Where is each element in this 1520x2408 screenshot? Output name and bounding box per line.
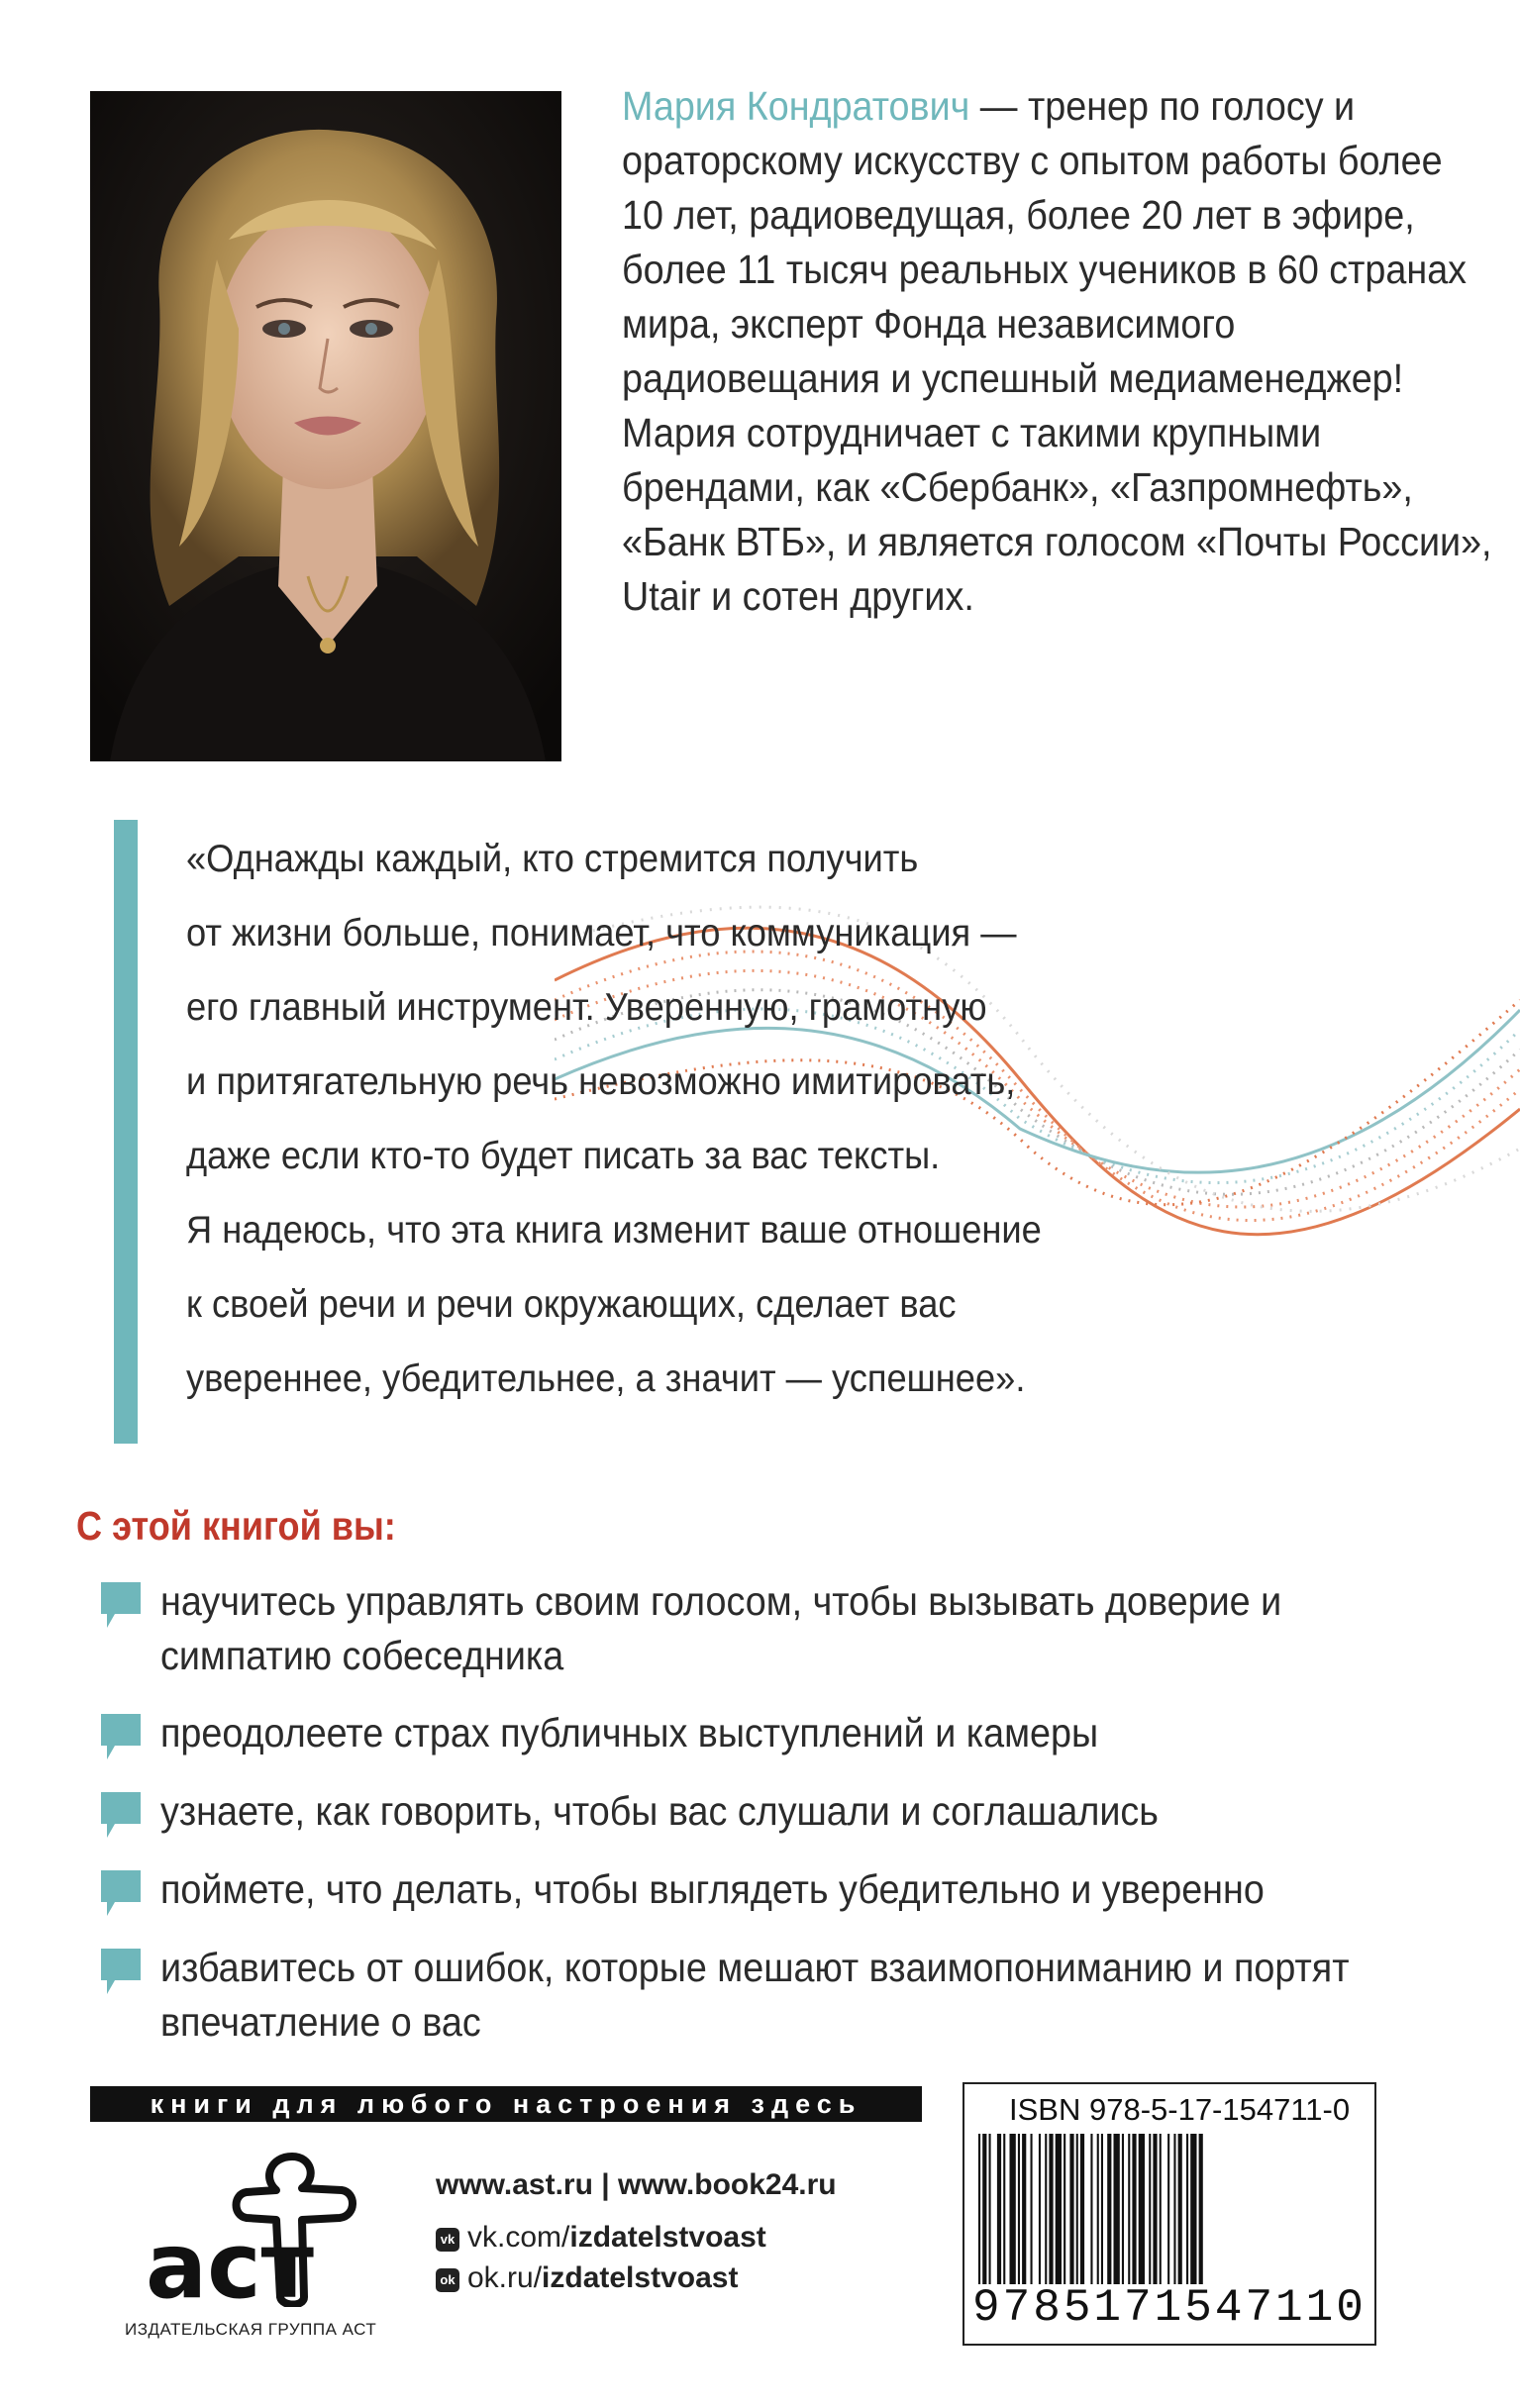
barcode-bar [1160, 2134, 1162, 2284]
barcode-bar [1064, 2134, 1065, 2284]
quote-line: даже если кто-то будет писать за вас тексты. [186, 1135, 941, 1177]
barcode-block [963, 2082, 1376, 2346]
isbn-text: ISBN 978-5-17-154711-0 [1009, 2092, 1351, 2127]
barcode-bar [1022, 2134, 1026, 2284]
barcode-bar [1090, 2134, 1092, 2284]
barcode-bar [1101, 2134, 1103, 2284]
barcode-bar [997, 2134, 1001, 2284]
author-bio [622, 79, 1493, 624]
ok-handle: izdatelstvoast [542, 2261, 739, 2294]
barcode-bar [1149, 2134, 1151, 2284]
quote-line: увереннее, убедительнее, а значит — успешнее». [186, 1357, 1026, 1400]
barcode-bar [1069, 2134, 1073, 2284]
website-links [436, 2168, 837, 2202]
vk-handle: izdatelstvoast [569, 2221, 766, 2254]
barcode-bar [1128, 2134, 1130, 2284]
quote-accent-bar [114, 820, 138, 1444]
quote-line: от жизни больше, понимает, что коммуникация — [186, 912, 1017, 954]
barcode-bar [1186, 2134, 1188, 2284]
barcode-bar [1114, 2134, 1120, 2284]
barcode-bar [1132, 2134, 1136, 2284]
barcode-bar [982, 2134, 986, 2284]
barcode-bar [1018, 2134, 1020, 2284]
website-link-book24[interactable]: www.book24.ru [618, 2168, 837, 2201]
benefit-text: преодолеете страх публичных выступлений и камеры [160, 1710, 1099, 1756]
barcode-digits: 9785171547110 [972, 2282, 1367, 2334]
ok-link[interactable] [436, 2261, 738, 2295]
ok-icon: ok [436, 2268, 459, 2292]
barcode-bar [1049, 2134, 1053, 2284]
quote-line: его главный инструмент. Уверенную, грамотную [186, 986, 987, 1029]
speech-bubble-icon [101, 1582, 141, 1628]
quote-line: к своей речи и речи окружающих, сделает вас [186, 1283, 957, 1326]
barcode-bar [1178, 2134, 1182, 2284]
barcode-bar [1039, 2134, 1041, 2284]
barcode-bar [1056, 2134, 1062, 2284]
barcode-bar [1107, 2134, 1111, 2284]
logo-text: аст [146, 2213, 314, 2307]
quote-line: Я надеюсь, что эта книга изменит ваше отношение [186, 1209, 1042, 1252]
speech-bubble-icon [101, 1714, 141, 1759]
barcode-bar [1080, 2134, 1084, 2284]
barcode-bar [1010, 2134, 1016, 2284]
author-name: Мария Кондратович [622, 83, 970, 129]
barcode-bar [978, 2134, 980, 2284]
author-quote [186, 822, 1176, 1416]
speech-bubble-icon [101, 1949, 141, 1994]
barcode-bar [1003, 2134, 1005, 2284]
ast-logo [144, 2149, 361, 2307]
barcode-bar [1190, 2134, 1196, 2284]
author-portrait [90, 91, 561, 761]
barcode-bar [1122, 2134, 1124, 2284]
quote-line: и притягательную речь невозможно имитировать, [186, 1060, 1016, 1103]
benefits-heading: С этой книгой вы: [76, 1503, 396, 1549]
barcode-bar [1173, 2134, 1175, 2284]
barcode-bars [978, 2134, 1361, 2284]
barcode-bar [1045, 2134, 1047, 2284]
barcode-bar [1076, 2134, 1078, 2284]
benefit-text: поймете, что делать, чтобы выглядеть убедительно и уверенно [160, 1866, 1265, 1912]
vk-icon: vk [436, 2228, 459, 2252]
publisher-name: ИЗДАТЕЛЬСКАЯ ГРУППА АСТ [125, 2320, 377, 2339]
slogan-bar: книги для любого настроения здесь [90, 2086, 922, 2122]
barcode-bar [1199, 2134, 1203, 2284]
barcode-bar [1167, 2134, 1169, 2284]
link-separator: | [601, 2168, 610, 2201]
speech-bubble-icon [101, 1792, 141, 1838]
benefit-text: научитесь управлять своим голосом, чтобы вызывать доверие и симпатию собеседника [160, 1578, 1282, 1678]
vk-link[interactable] [436, 2221, 766, 2255]
vk-prefix: vk.com/ [467, 2221, 570, 2254]
website-link-ast[interactable]: www.ast.ru [436, 2168, 593, 2201]
speech-bubble-icon [101, 1870, 141, 1916]
barcode-bar [1097, 2134, 1099, 2284]
benefit-text: избавитесь от ошибок, которые мешают взаимопониманию и портят впечатление о вас [160, 1945, 1350, 2045]
benefit-text: узнаете, как говорить, чтобы вас слушали и соглашались [160, 1788, 1159, 1834]
barcode-bar [1031, 2134, 1033, 2284]
barcode-bar [1139, 2134, 1145, 2284]
barcode-bar [1153, 2134, 1157, 2284]
author-bio-text: — тренер по голосу и ораторскому искусству с опытом работы более 10 лет, радиоведущая, более 20 лет в эфире, более 11 тысяч реальных учеников в 60 странах мира, эксперт Фонда независимого радиовещания и успешный медиаменеджер! Мария сотрудничает с такими крупными брендами, как «Сбербанк», «Газпромнефть», «Банк ВТБ», и является голосом «Почты России», Utair и сотен других. [622, 83, 1492, 619]
ok-prefix: ok.ru/ [467, 2261, 543, 2294]
quote-line: «Однажды каждый, кто стремится получить [186, 838, 919, 880]
barcode-bar [989, 2134, 991, 2284]
